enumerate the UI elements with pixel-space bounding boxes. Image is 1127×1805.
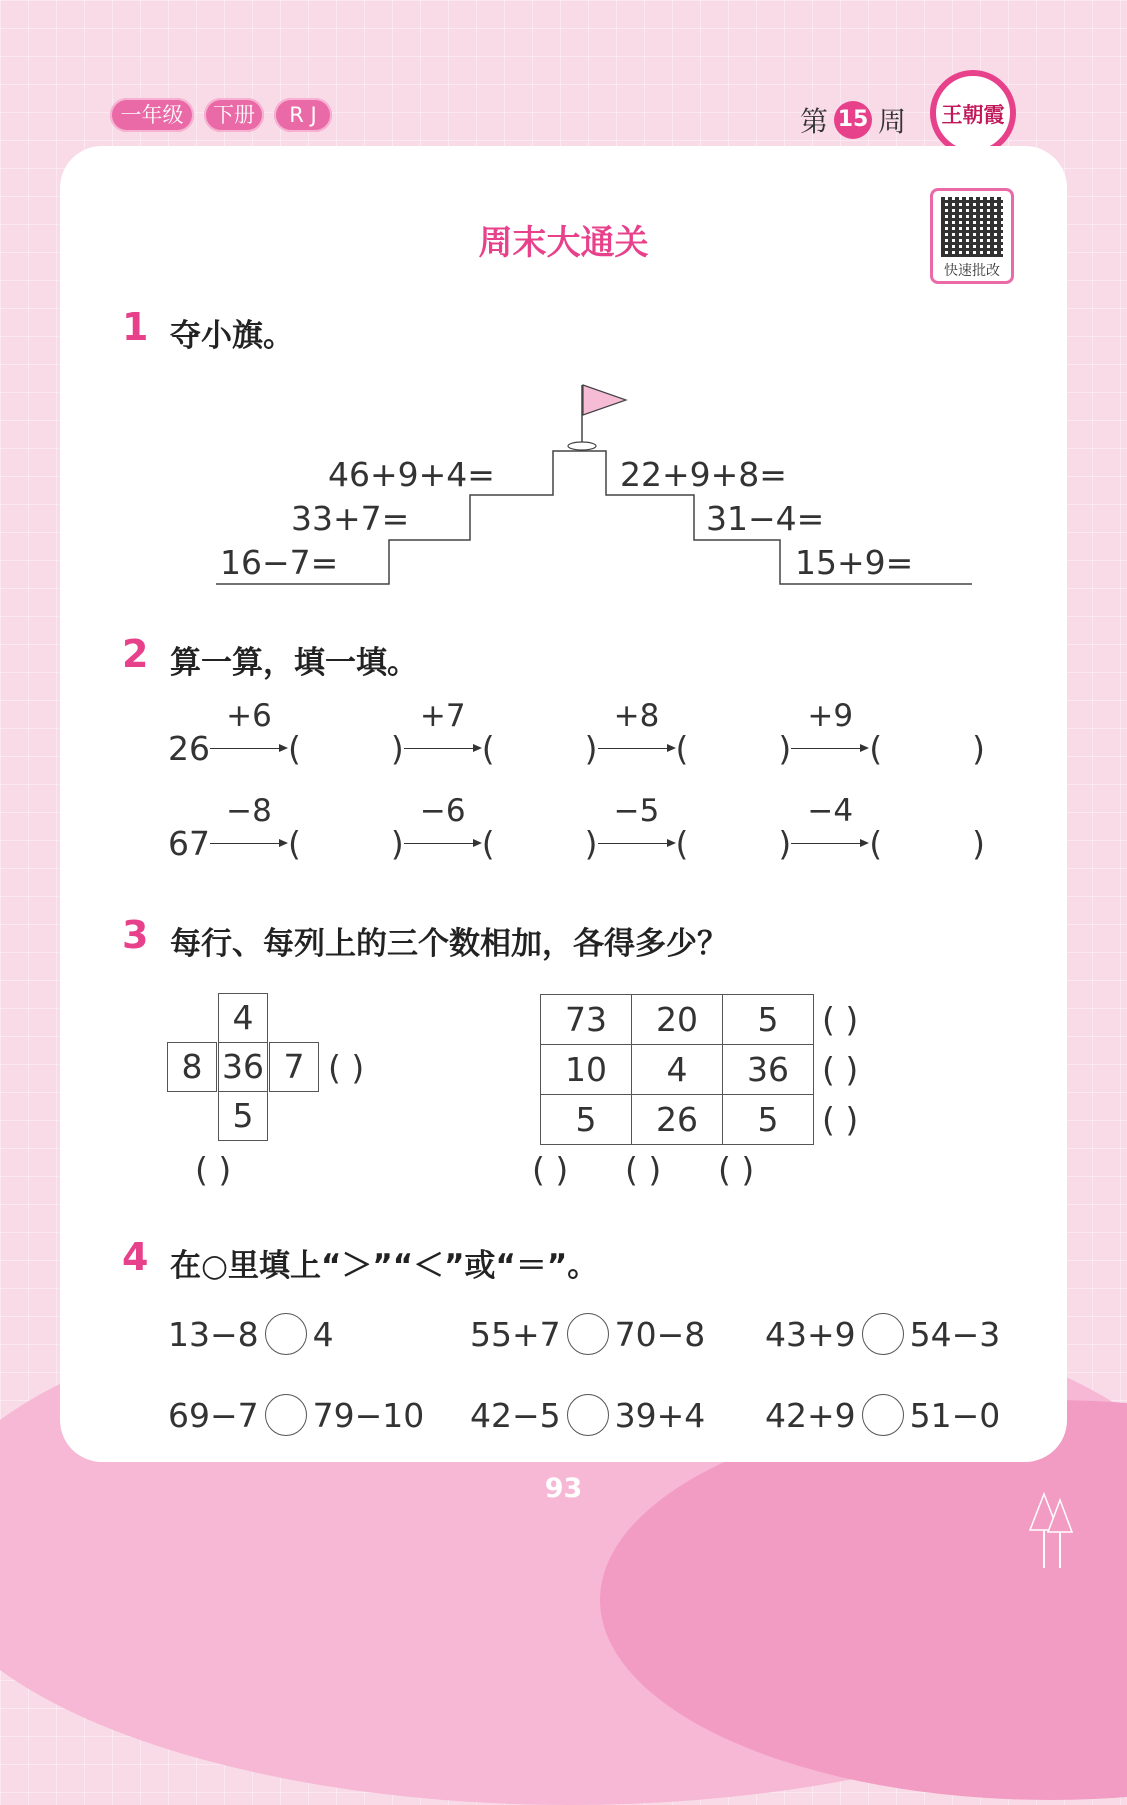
q1-left-eq-2: 33+7= [291, 499, 410, 538]
chain-op: +7 [404, 728, 482, 768]
q1-left-eq-3: 16−7= [220, 543, 339, 582]
grade-badge: 一年级 [110, 98, 194, 132]
number-grid [540, 994, 814, 1145]
qr-code[interactable] [930, 188, 1014, 284]
flag-stairs-diagram [0, 370, 1127, 600]
q1-left-eq-1: 46+9+4= [328, 455, 495, 494]
chain-start: 26 [168, 729, 210, 768]
q2-number: 2 [122, 632, 149, 676]
chain-op: −4 [791, 823, 869, 863]
week-suffix: 周 [878, 105, 907, 138]
page-title: 周末大通关 [478, 223, 649, 263]
q4-number: 4 [122, 1235, 149, 1279]
cross-cell-right: 7 [269, 1042, 319, 1092]
q1-text: 夺小旗。 [170, 318, 294, 354]
compare-item: 43+9 54−3 [765, 1314, 1001, 1354]
chain-op: −6 [404, 823, 482, 863]
chain-row-2: 67 −8 ( ) −6 ( ) −5 ( ) −4 ( ) [168, 793, 985, 863]
q1-right-eq-3: 15+9= [795, 543, 914, 582]
compare-circle[interactable] [567, 1394, 609, 1436]
grid-cell: 5 [723, 995, 814, 1045]
q1-number: 1 [122, 305, 149, 349]
page-number: 93 [544, 1473, 583, 1504]
chain-op: +9 [791, 728, 869, 768]
cross-col-answer[interactable]: ( ) [195, 1150, 232, 1189]
grid-col-answer-3[interactable]: ( ) [718, 1150, 755, 1189]
arrow-icon [791, 748, 861, 749]
grid-cell: 5 [723, 1095, 814, 1145]
flag-icon [583, 385, 626, 415]
arrow-icon [404, 843, 474, 844]
q4-text: 在○里填上“＞”“＜”或“＝”。 [170, 1248, 599, 1284]
chain-op: −8 [210, 823, 288, 863]
compare-item: 42+9 51−0 [765, 1395, 1001, 1435]
compare-circle[interactable] [265, 1313, 307, 1355]
cross-cell-bottom: 5 [218, 1091, 268, 1141]
chain-op: −5 [598, 823, 676, 863]
grid-cell: 73 [541, 995, 632, 1045]
qr-code-icon [941, 197, 1003, 257]
chain-row-1: 26 +6 ( ) +7 ( ) +8 ( ) +9 ( ) [168, 698, 985, 768]
week-prefix: 第 [800, 105, 829, 138]
arrow-icon [598, 748, 668, 749]
grid-cell: 10 [541, 1045, 632, 1095]
edition-badge: R J [274, 98, 332, 132]
grid-row-answer-1[interactable]: ( ) [822, 1000, 859, 1039]
grid-col-answer-2[interactable]: ( ) [625, 1150, 662, 1189]
compare-item: 55+7 70−8 [470, 1314, 706, 1354]
chain-op: +8 [598, 728, 676, 768]
arrow-icon [598, 843, 668, 844]
grid-cell: 36 [723, 1045, 814, 1095]
q3-number: 3 [122, 913, 149, 957]
compare-circle[interactable] [265, 1394, 307, 1436]
grid-col-answer-1[interactable]: ( ) [532, 1150, 569, 1189]
brand-logo-text: 王朝霞 [941, 102, 1005, 127]
grid-cell: 5 [541, 1095, 632, 1145]
week-number: 15 [834, 101, 872, 139]
brand-logo [930, 70, 1016, 156]
chain-start: 67 [168, 824, 210, 863]
cross-cell-center: 36 [218, 1042, 268, 1092]
arrow-icon [210, 748, 280, 749]
grid-row-answer-2[interactable]: ( ) [822, 1050, 859, 1089]
compare-circle[interactable] [862, 1394, 904, 1436]
volume-badge: 下册 [204, 98, 264, 132]
compare-item: 42−5 39+4 [470, 1395, 706, 1435]
q1-right-eq-2: 31−4= [706, 499, 825, 538]
arrow-up-icon [1028, 1490, 1076, 1568]
grid-cell: 20 [632, 995, 723, 1045]
cross-row-answer[interactable]: ( ) [328, 1048, 365, 1087]
grid-row-answer-3[interactable]: ( ) [822, 1100, 859, 1139]
flag-base [568, 442, 596, 450]
cross-cell-left: 8 [167, 1042, 217, 1092]
arrow-icon [404, 748, 474, 749]
q2-text: 算一算，填一填。 [170, 645, 418, 681]
compare-circle[interactable] [862, 1313, 904, 1355]
compare-circle[interactable] [567, 1313, 609, 1355]
arrow-icon [791, 843, 861, 844]
compare-item: 13−8 4 [168, 1314, 334, 1354]
qr-label: 快速批改 [944, 263, 1000, 279]
arrow-icon [210, 843, 280, 844]
q1-right-eq-1: 22+9+8= [620, 455, 787, 494]
q3-text: 每行、每列上的三个数相加，各得多少？ [170, 926, 728, 962]
grid-cell: 4 [632, 1045, 723, 1095]
grid-cell: 26 [632, 1095, 723, 1145]
cross-cell-top: 4 [218, 993, 268, 1043]
compare-item: 69−7 79−10 [168, 1395, 425, 1435]
chain-op: +6 [210, 728, 288, 768]
week-label [800, 100, 906, 140]
